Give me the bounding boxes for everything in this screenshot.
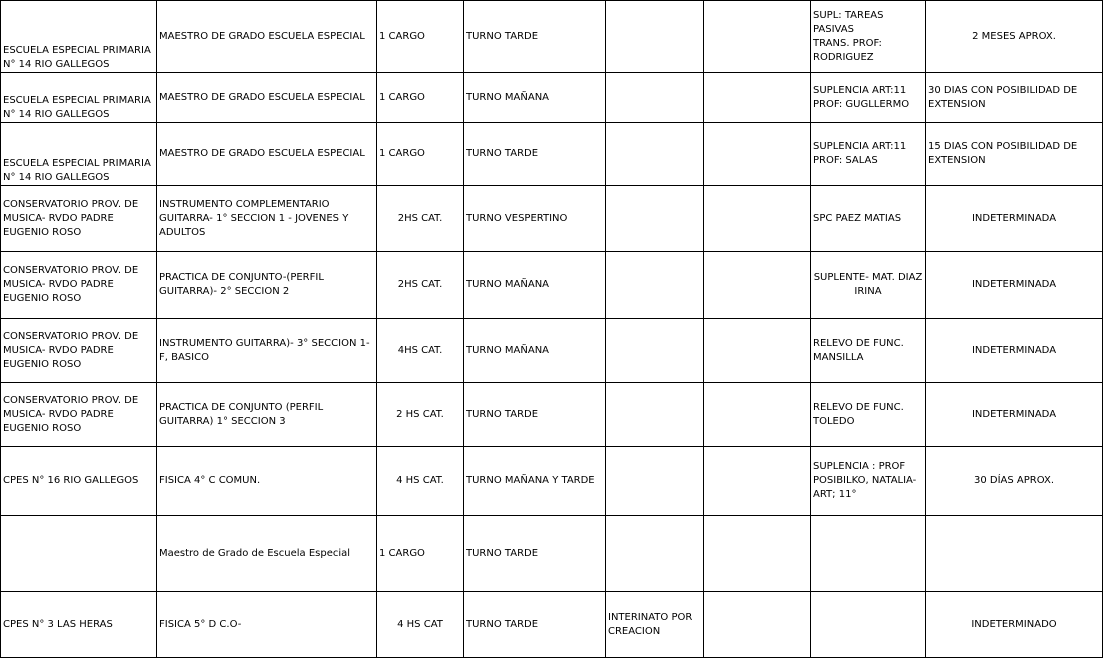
- position-cell: MAESTRO DE GRADO ESCUELA ESPECIAL: [157, 123, 377, 186]
- character-cell: [606, 123, 704, 186]
- character-cell: [606, 186, 704, 252]
- position-cell: Maestro de Grado de Escuela Especial: [157, 516, 377, 592]
- school-cell: CPES N° 3 LAS HERAS: [1, 592, 157, 658]
- duration-cell: INDETERMINADA: [926, 383, 1103, 447]
- duration-cell: INDETERMINADA: [926, 319, 1103, 383]
- reason-cell: SUPL: TAREAS PASIVAS TRANS. PROF: RODRIGUEZ: [811, 1, 926, 73]
- empty-cell: [704, 592, 811, 658]
- empty-cell: [704, 447, 811, 516]
- duration-cell: 15 DIAS CON POSIBILIDAD DE EXTENSION: [926, 123, 1103, 186]
- character-cell: [606, 319, 704, 383]
- school-cell: ESCUELA ESPECIAL PRIMARIA N° 14 RIO GALLEGOS: [1, 123, 157, 186]
- school-cell: CONSERVATORIO PROV. DE MUSICA- RVDO PADRE EUGENIO ROSO: [1, 186, 157, 252]
- table-row: [1, 383, 1103, 447]
- shift-cell: TURNO VESPERTINO: [464, 186, 606, 252]
- empty-cell: [704, 73, 811, 123]
- quantity-cell: 1 CARGO: [377, 73, 464, 123]
- duration-cell: 30 DIAS CON POSIBILIDAD DE EXTENSION: [926, 73, 1103, 123]
- reason-cell: SUPLENTE- MAT. DIAZ IRINA: [811, 252, 926, 319]
- position-cell: MAESTRO DE GRADO ESCUELA ESPECIAL: [157, 73, 377, 123]
- character-cell: [606, 447, 704, 516]
- shift-cell: TURNO TARDE: [464, 1, 606, 73]
- school-cell: CONSERVATORIO PROV. DE MUSICA- RVDO PADRE EUGENIO ROSO: [1, 252, 157, 319]
- duration-cell: INDETERMINADO: [926, 592, 1103, 658]
- table-row: [1, 186, 1103, 252]
- reason-cell: RELEVO DE FUNC. MANSILLA: [811, 319, 926, 383]
- shift-cell: TURNO MAÑANA: [464, 252, 606, 319]
- school-cell: CPES N° 16 RIO GALLEGOS: [1, 447, 157, 516]
- shift-cell: TURNO MAÑANA: [464, 319, 606, 383]
- table-row: [1, 592, 1103, 658]
- table-row: [1, 516, 1103, 592]
- table-row: [1, 447, 1103, 516]
- duration-cell: INDETERMINADA: [926, 252, 1103, 319]
- duration-cell: 30 DÍAS APROX.: [926, 447, 1103, 516]
- duration-cell: 2 MESES APROX.: [926, 1, 1103, 73]
- character-cell: INTERINATO POR CREACION: [606, 592, 704, 658]
- table-row: [1, 252, 1103, 319]
- quantity-cell: 2HS CAT.: [377, 252, 464, 319]
- empty-cell: [704, 383, 811, 447]
- quantity-cell: 4HS CAT.: [377, 319, 464, 383]
- shift-cell: TURNO TARDE: [464, 592, 606, 658]
- quantity-cell: 1 CARGO: [377, 1, 464, 73]
- duration-cell: INDETERMINADA: [926, 186, 1103, 252]
- reason-cell: SUPLENCIA : PROF POSIBILKO, NATALIA- ART; 11°: [811, 447, 926, 516]
- reason-cell: SUPLENCIA ART:11 PROF: SALAS: [811, 123, 926, 186]
- shift-cell: TURNO TARDE: [464, 123, 606, 186]
- reason-cell: SUPLENCIA ART:11 PROF: GUGLLERMO: [811, 73, 926, 123]
- character-cell: [606, 73, 704, 123]
- school-cell: CONSERVATORIO PROV. DE MUSICA- RVDO PADRE EUGENIO ROSO: [1, 319, 157, 383]
- shift-cell: TURNO TARDE: [464, 383, 606, 447]
- school-cell: ESCUELA ESPECIAL PRIMARIA N° 14 RIO GALLEGOS: [1, 73, 157, 123]
- shift-cell: TURNO TARDE: [464, 516, 606, 592]
- position-cell: INSTRUMENTO GUITARRA)- 3° SECCION 1- F, BASICO: [157, 319, 377, 383]
- reason-cell: SPC PAEZ MATIAS: [811, 186, 926, 252]
- shift-cell: TURNO MAÑANA Y TARDE: [464, 447, 606, 516]
- school-cell: ESCUELA ESPECIAL PRIMARIA N° 14 RIO GALLEGOS: [1, 1, 157, 73]
- reason-cell: RELEVO DE FUNC. TOLEDO: [811, 383, 926, 447]
- quantity-cell: 2HS CAT.: [377, 186, 464, 252]
- reason-cell: [811, 592, 926, 658]
- character-cell: [606, 252, 704, 319]
- table-row: [1, 73, 1103, 123]
- school-cell: [1, 516, 157, 592]
- table-row: [1, 123, 1103, 186]
- quantity-cell: 1 CARGO: [377, 123, 464, 186]
- empty-cell: [704, 123, 811, 186]
- school-cell: CONSERVATORIO PROV. DE MUSICA- RVDO PADRE EUGENIO ROSO: [1, 383, 157, 447]
- position-cell: FISICA 4° C COMUN.: [157, 447, 377, 516]
- position-cell: INSTRUMENTO COMPLEMENTARIO GUITARRA- 1° SECCION 1 - JOVENES Y ADULTOS: [157, 186, 377, 252]
- empty-cell: [704, 319, 811, 383]
- position-cell: MAESTRO DE GRADO ESCUELA ESPECIAL: [157, 1, 377, 73]
- quantity-cell: 4 HS CAT: [377, 592, 464, 658]
- table-row: [1, 319, 1103, 383]
- empty-cell: [704, 1, 811, 73]
- character-cell: [606, 516, 704, 592]
- empty-cell: [704, 252, 811, 319]
- quantity-cell: 4 HS CAT.: [377, 447, 464, 516]
- position-cell: PRACTICA DE CONJUNTO (PERFIL GUITARRA) 1° SECCION 3: [157, 383, 377, 447]
- position-cell: PRACTICA DE CONJUNTO-(PERFIL GUITARRA)- 2° SECCION 2: [157, 252, 377, 319]
- empty-cell: [704, 516, 811, 592]
- reason-cell: [811, 516, 926, 592]
- shift-cell: TURNO MAÑANA: [464, 73, 606, 123]
- character-cell: [606, 383, 704, 447]
- quantity-cell: 1 CARGO: [377, 516, 464, 592]
- position-cell: FISICA 5° D C.O-: [157, 592, 377, 658]
- table-row: [1, 1, 1103, 73]
- duration-cell: [926, 516, 1103, 592]
- character-cell: [606, 1, 704, 73]
- quantity-cell: 2 HS CAT.: [377, 383, 464, 447]
- empty-cell: [704, 186, 811, 252]
